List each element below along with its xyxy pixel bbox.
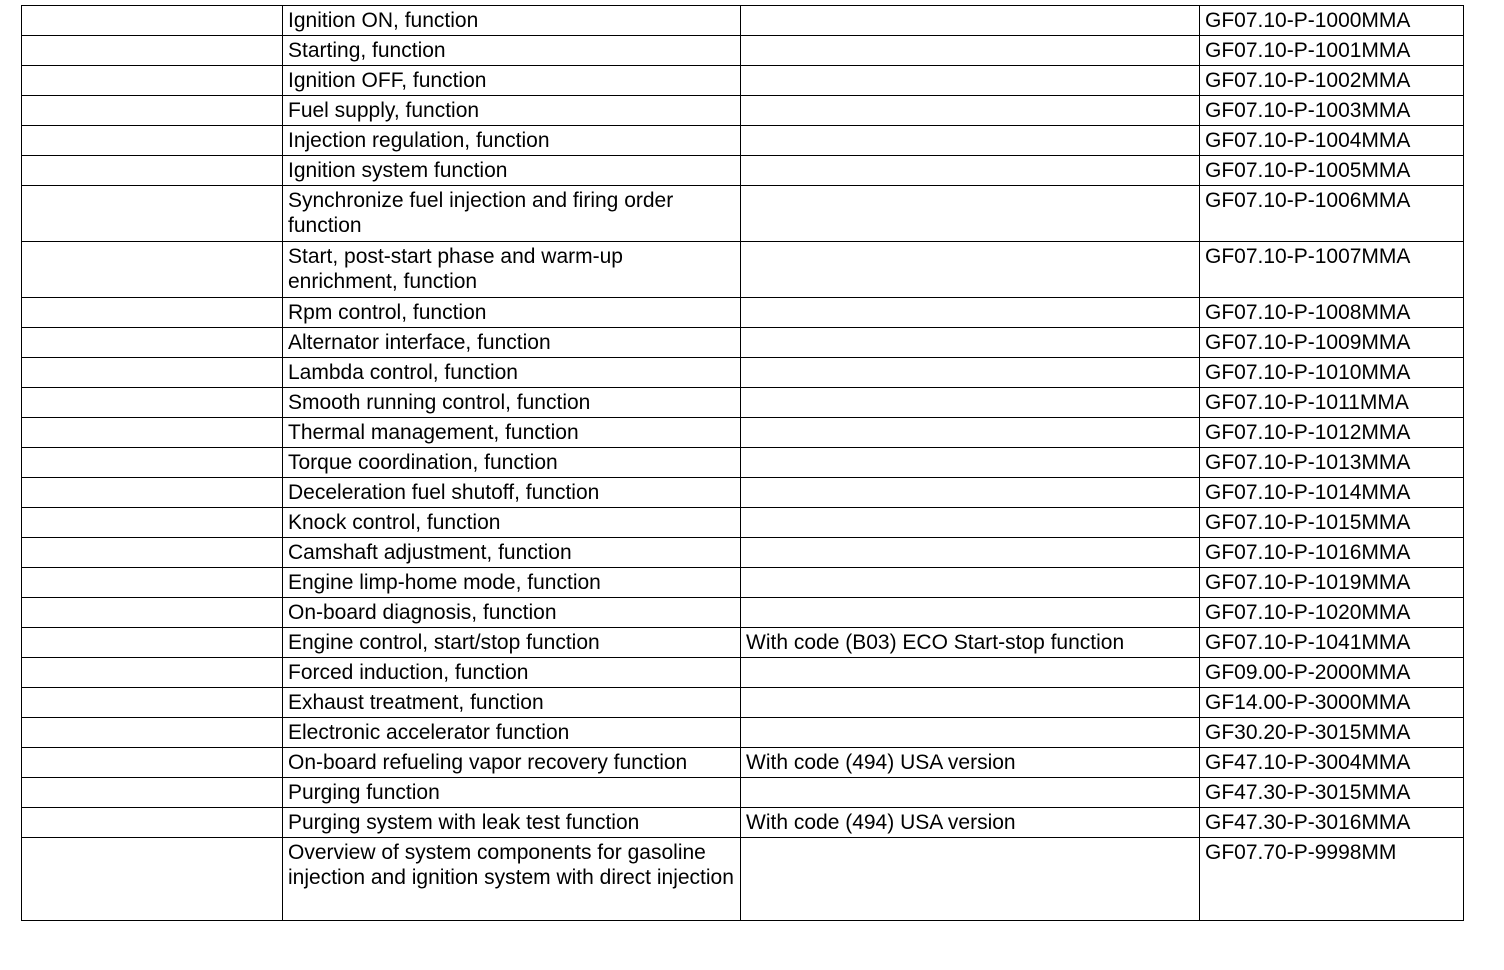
function-cell: Engine control, start/stop function — [283, 628, 741, 658]
function-cell: Ignition system function — [283, 156, 741, 186]
function-cell: Ignition OFF, function — [283, 66, 741, 96]
blank-cell — [22, 658, 283, 688]
table-row — [22, 242, 1464, 298]
function-cell: Purging function — [283, 778, 741, 808]
table-row — [22, 628, 1464, 658]
blank-cell — [22, 508, 283, 538]
condition-cell — [741, 96, 1200, 126]
document-number-cell: GF14.00-P-3000MMA — [1200, 688, 1464, 718]
document-number-cell: GF07.10-P-1014MMA — [1200, 478, 1464, 508]
function-cell: Synchronize fuel injection and firing order function — [283, 186, 741, 242]
document-reference-table — [21, 5, 1464, 921]
condition-cell — [741, 358, 1200, 388]
function-cell: Torque coordination, function — [283, 448, 741, 478]
function-cell: Forced induction, function — [283, 658, 741, 688]
function-cell: Fuel supply, function — [283, 96, 741, 126]
blank-cell — [22, 96, 283, 126]
document-number-cell: GF09.00-P-2000MMA — [1200, 658, 1464, 688]
blank-cell — [22, 358, 283, 388]
table-row — [22, 748, 1464, 778]
function-cell: Thermal management, function — [283, 418, 741, 448]
blank-cell — [22, 186, 283, 242]
document-number-cell: GF07.10-P-1009MMA — [1200, 328, 1464, 358]
document-number-cell: GF07.10-P-1013MMA — [1200, 448, 1464, 478]
condition-cell — [741, 778, 1200, 808]
document-number-cell: GF07.10-P-1010MMA — [1200, 358, 1464, 388]
blank-cell — [22, 6, 283, 36]
condition-cell — [741, 126, 1200, 156]
document-number-cell: GF07.10-P-1020MMA — [1200, 598, 1464, 628]
table-row — [22, 388, 1464, 418]
blank-cell — [22, 156, 283, 186]
table-row — [22, 688, 1464, 718]
condition-cell — [741, 538, 1200, 568]
blank-cell — [22, 538, 283, 568]
condition-cell — [741, 718, 1200, 748]
table-row — [22, 508, 1464, 538]
condition-cell — [741, 598, 1200, 628]
document-number-cell: GF30.20-P-3015MMA — [1200, 718, 1464, 748]
document-number-cell: GF07.10-P-1004MMA — [1200, 126, 1464, 156]
table-row — [22, 66, 1464, 96]
table-row — [22, 838, 1464, 921]
condition-cell: With code (494) USA version — [741, 748, 1200, 778]
blank-cell — [22, 718, 283, 748]
table-row — [22, 418, 1464, 448]
document-number-cell: GF07.10-P-1012MMA — [1200, 418, 1464, 448]
document-number-cell: GF07.10-P-1016MMA — [1200, 538, 1464, 568]
table-row — [22, 538, 1464, 568]
document-number-cell: GF07.10-P-1011MMA — [1200, 388, 1464, 418]
document-number-cell: GF07.10-P-1008MMA — [1200, 298, 1464, 328]
table-row — [22, 598, 1464, 628]
table-row — [22, 96, 1464, 126]
function-cell: Camshaft adjustment, function — [283, 538, 741, 568]
document-number-cell: GF07.10-P-1007MMA — [1200, 242, 1464, 298]
document-number-cell: GF07.10-P-1005MMA — [1200, 156, 1464, 186]
function-cell: On-board refueling vapor recovery function — [283, 748, 741, 778]
document-number-cell: GF47.30-P-3015MMA — [1200, 778, 1464, 808]
document-number-cell: GF07.10-P-1019MMA — [1200, 568, 1464, 598]
table-row — [22, 186, 1464, 242]
function-cell: Electronic accelerator function — [283, 718, 741, 748]
function-cell: Smooth running control, function — [283, 388, 741, 418]
document-number-cell: GF47.10-P-3004MMA — [1200, 748, 1464, 778]
document-number-cell: GF07.10-P-1015MMA — [1200, 508, 1464, 538]
table-row — [22, 568, 1464, 598]
document-number-cell: GF07.10-P-1041MMA — [1200, 628, 1464, 658]
condition-cell — [741, 838, 1200, 921]
condition-cell — [741, 448, 1200, 478]
function-cell: On-board diagnosis, function — [283, 598, 741, 628]
table-row — [22, 358, 1464, 388]
function-cell: Exhaust treatment, function — [283, 688, 741, 718]
function-cell: Engine limp-home mode, function — [283, 568, 741, 598]
condition-cell — [741, 298, 1200, 328]
condition-cell — [741, 568, 1200, 598]
blank-cell — [22, 328, 283, 358]
blank-cell — [22, 242, 283, 298]
blank-cell — [22, 388, 283, 418]
function-cell: Injection regulation, function — [283, 126, 741, 156]
blank-cell — [22, 478, 283, 508]
blank-cell — [22, 36, 283, 66]
document-number-cell: GF07.10-P-1002MMA — [1200, 66, 1464, 96]
table-row — [22, 448, 1464, 478]
table-row — [22, 658, 1464, 688]
blank-cell — [22, 66, 283, 96]
blank-cell — [22, 126, 283, 156]
condition-cell — [741, 156, 1200, 186]
document-number-cell: GF07.10-P-1001MMA — [1200, 36, 1464, 66]
condition-cell — [741, 388, 1200, 418]
document-number-cell: GF07.10-P-1000MMA — [1200, 6, 1464, 36]
document-number-cell: GF07.10-P-1003MMA — [1200, 96, 1464, 126]
blank-cell — [22, 298, 283, 328]
blank-cell — [22, 688, 283, 718]
function-cell: Purging system with leak test function — [283, 808, 741, 838]
function-cell: Overview of system components for gasoline injection and ignition system with direct injection — [283, 838, 741, 921]
function-cell: Rpm control, function — [283, 298, 741, 328]
condition-cell — [741, 242, 1200, 298]
blank-cell — [22, 748, 283, 778]
condition-cell — [741, 478, 1200, 508]
table-row — [22, 298, 1464, 328]
function-cell: Knock control, function — [283, 508, 741, 538]
function-cell: Ignition ON, function — [283, 6, 741, 36]
table-row — [22, 718, 1464, 748]
table-row — [22, 778, 1464, 808]
condition-cell — [741, 418, 1200, 448]
blank-cell — [22, 628, 283, 658]
table-row — [22, 6, 1464, 36]
blank-cell — [22, 838, 283, 921]
function-cell: Starting, function — [283, 36, 741, 66]
function-cell: Lambda control, function — [283, 358, 741, 388]
table-row — [22, 328, 1464, 358]
blank-cell — [22, 418, 283, 448]
table-row — [22, 808, 1464, 838]
condition-cell — [741, 328, 1200, 358]
condition-cell — [741, 508, 1200, 538]
document-number-cell: GF07.70-P-9998MM — [1200, 838, 1464, 921]
condition-cell — [741, 658, 1200, 688]
function-cell: Start, post-start phase and warm-up enrichment, function — [283, 242, 741, 298]
condition-cell: With code (494) USA version — [741, 808, 1200, 838]
blank-cell — [22, 448, 283, 478]
function-cell: Deceleration fuel shutoff, function — [283, 478, 741, 508]
condition-cell: With code (B03) ECO Start-stop function — [741, 628, 1200, 658]
condition-cell — [741, 688, 1200, 718]
blank-cell — [22, 808, 283, 838]
condition-cell — [741, 186, 1200, 242]
blank-cell — [22, 598, 283, 628]
function-cell: Alternator interface, function — [283, 328, 741, 358]
blank-cell — [22, 778, 283, 808]
condition-cell — [741, 36, 1200, 66]
table-row — [22, 156, 1464, 186]
document-number-cell: GF47.30-P-3016MMA — [1200, 808, 1464, 838]
table-row — [22, 478, 1464, 508]
table-row — [22, 126, 1464, 156]
blank-cell — [22, 568, 283, 598]
condition-cell — [741, 66, 1200, 96]
condition-cell — [741, 6, 1200, 36]
document-number-cell: GF07.10-P-1006MMA — [1200, 186, 1464, 242]
table-row — [22, 36, 1464, 66]
